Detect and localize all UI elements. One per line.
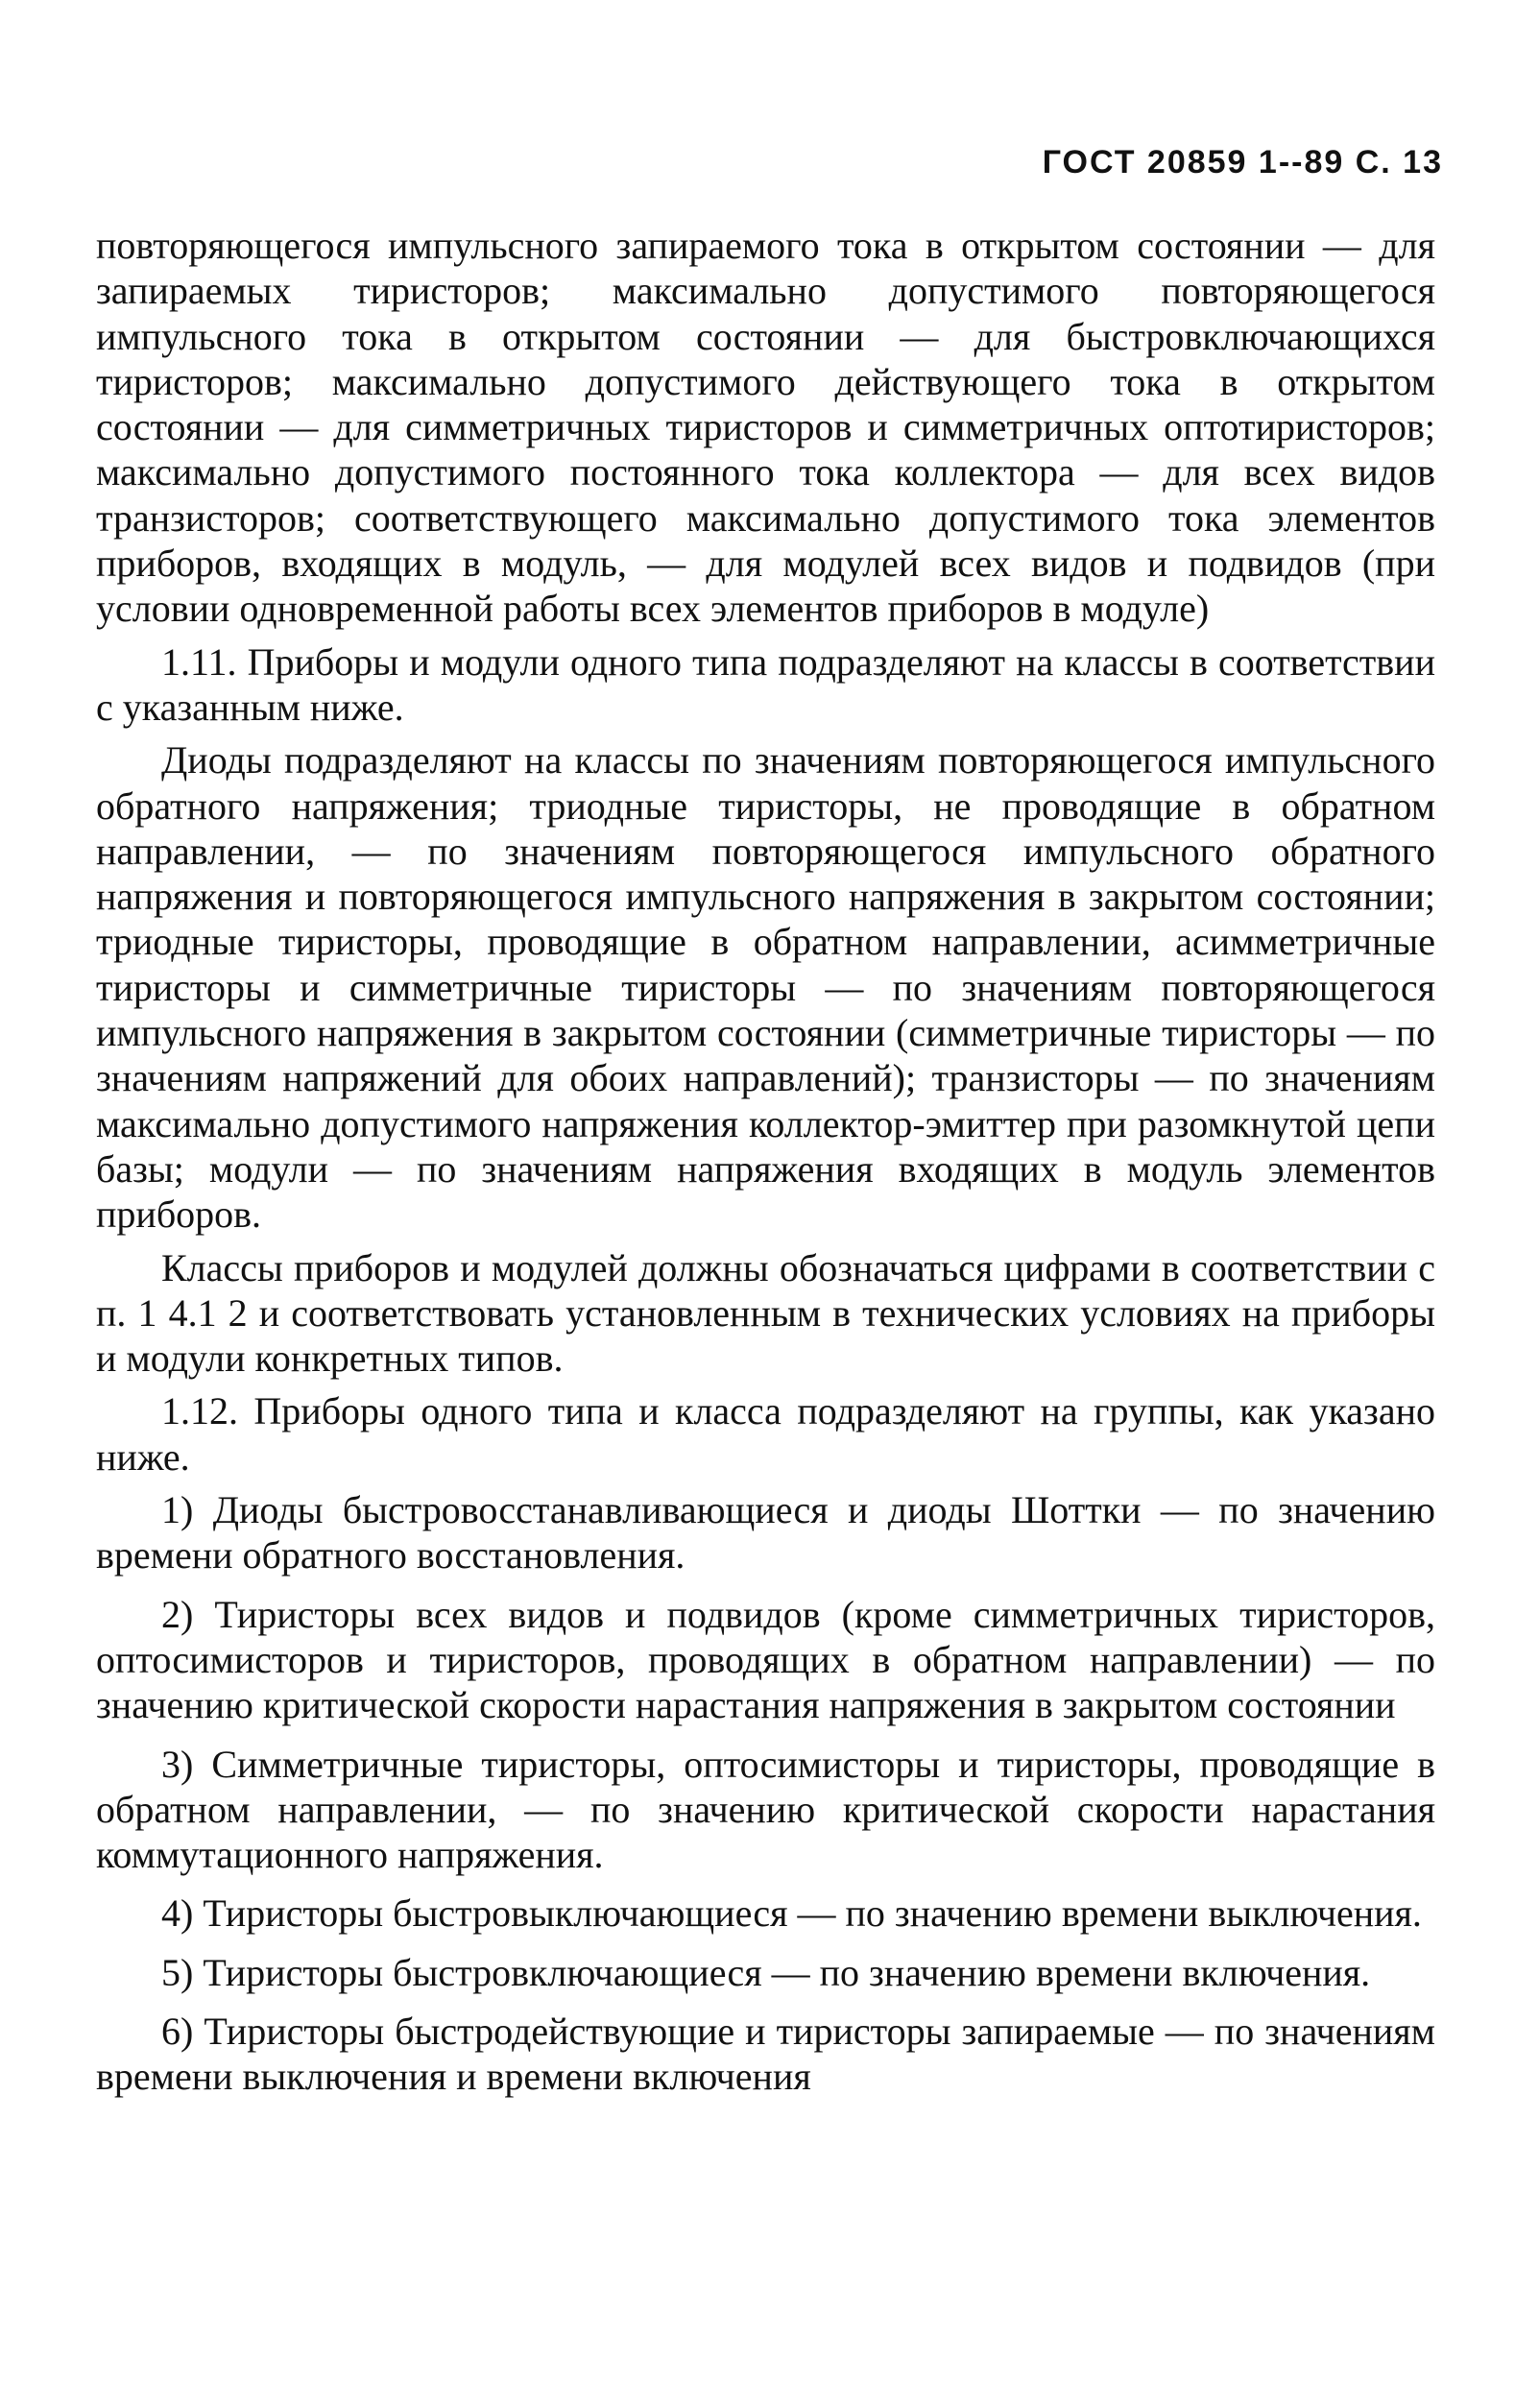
paragraph-diode-classes: Диоды подразделяют на классы по значениям повторяющегося импульсного обратного напряжения; триодные тиристоры, не проводящие в обратном направлении, — по значениям повторяющегося импульсного обратного напряжения и повторяющегося импульсного напряжения в закрытом состоянии; триодные тиристоры, проводящие в обратном направлении, асимметричные тиристоры и симметричные тиристоры — по значениям повторяющегося импульсного напряжения в закрытом состоянии (симметричные тиристоры — по значениям напряжений для обоих направлений); транзисторы — по значениям максимально допустимого напряжения коллектор-эмиттер при разомкнутой цепи базы; модули — по значениям напряжения входящих в модуль элементов приборов.: [96, 738, 1435, 1237]
paragraph-class-designation: Классы приборов и модулей должны обозначаться цифрами в соответствии с п. 1 4.1 2 и соответствовать установленным в технических условиях на приборы и модули конкретных типов.: [96, 1245, 1435, 1381]
list-item-4: 4) Тиристоры быстровыключающиеся — по значению времени выключения.: [161, 1891, 1422, 1936]
clause-1-12: 1.12. Приборы одного типа и класса подразделяют на группы, как указано ниже.: [96, 1389, 1435, 1479]
list-item-6: 6) Тиристоры быстродействующие и тиристоры запираемые — по значениям времени выключения и времени включения: [96, 2009, 1435, 2099]
list-item-3: 3) Симметричные тиристоры, оптосимисторы и тиристоры, проводящие в обратном направлении, — по значению критической скорости нарастания коммутационного напряжения.: [96, 1742, 1435, 1877]
list-item-5: 5) Тиристоры быстровключающиеся — по значению времени включения.: [161, 1950, 1371, 1994]
paragraph-continuation: повторяющегося импульсного запираемого тока в открытом состоянии — для запираемых тиристоров; максимально допустимого повторяющегося импульсного тока в открытом состоянии — для быстровключающихся тиристоров; максимально допустимого действующего тока в открытом состоянии — для симметричных тиристоров и симметричных оптотиристоров; максимально допустимого постоянного тока коллектора — для всех видов транзисторов; соответствующего максимально допустимого тока элементов приборов, входящих в модуль, — для модулей всех видов и подвидов (при условии одновременной работы всех элементов приборов в модуле): [96, 224, 1435, 631]
document-body: [96, 223, 1435, 2113]
list-item-2: 2) Тиристоры всех видов и подвидов (кроме симметричных тиристоров, оптосимисторов и тиристоров, проводящих в обратном направлении) — по значению критической скорости нарастания напряжения в закрытом состоянии: [96, 1592, 1435, 1727]
list-item-1: 1) Диоды быстровосстанавливающиеся и диоды Шоттки — по значению времени обратного восстановления.: [96, 1488, 1435, 1577]
page-header: ГОСТ 20859 1--89 С. 13: [1042, 144, 1443, 181]
clause-1-11: 1.11. Приборы и модули одного типа подразделяют на классы в соответствии с указанным ниже.: [96, 639, 1435, 729]
